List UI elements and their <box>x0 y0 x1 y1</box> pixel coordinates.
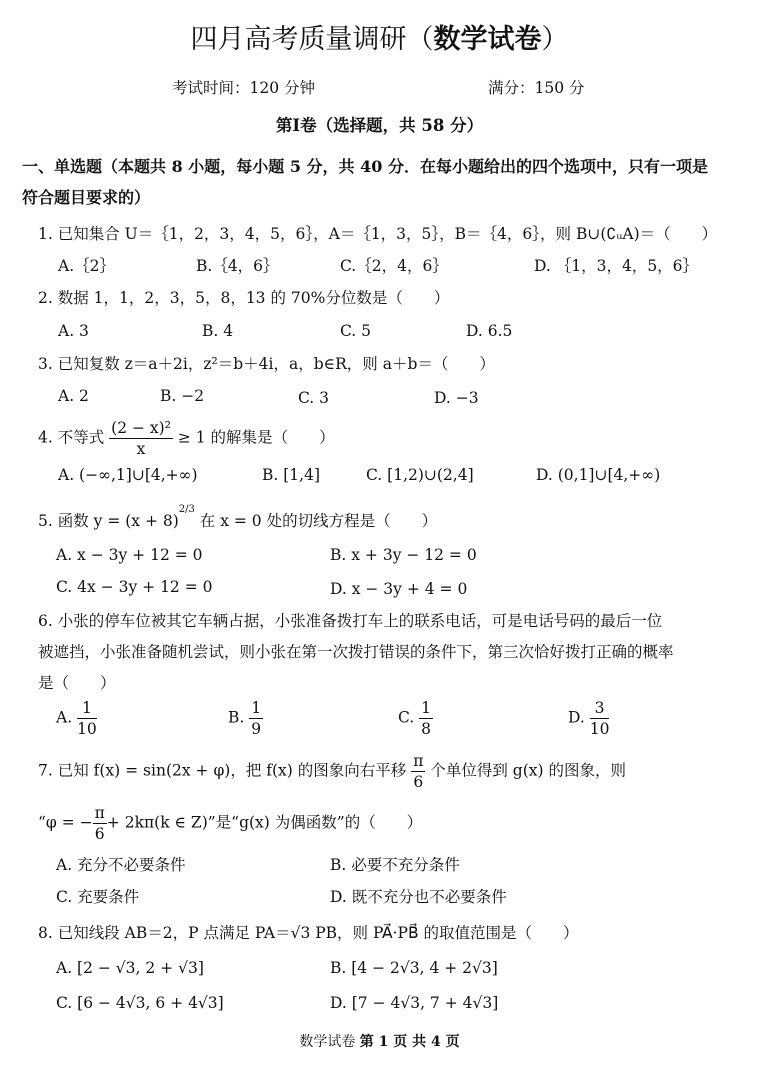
q7-line1-prefix: 7. 已知 f(x) = sin(2x + φ)，把 f(x) 的图象向右平移 <box>38 761 407 780</box>
q6-option-c-fraction <box>419 698 433 739</box>
full-score: 满分：150 分 <box>488 79 585 97</box>
q6-d-numerator: 3 <box>590 698 610 719</box>
question-6-line1: 6. 小张的停车位被其它车辆占据，小张准备拨打车上的联系电话，可是电话号码的最后一位 <box>38 612 663 630</box>
section1-title: 第Ⅰ卷（选择题，共 58 分） <box>275 116 484 135</box>
footer-subject: 数学试卷 <box>299 1034 360 1050</box>
q6-c-numerator: 1 <box>421 699 432 717</box>
q2-option-c: C. 5 <box>340 322 372 340</box>
q6-option-d <box>568 698 609 739</box>
q7-phi-numerator: π <box>94 804 105 822</box>
q6-option-a <box>56 698 97 739</box>
q5-stem-prefix: 5. 函数 y = (x + 8) <box>38 512 179 531</box>
q6-option-c <box>398 698 433 739</box>
q6-b-numerator: 1 <box>251 699 262 717</box>
q1-option-c: C.｛2，4，6｝ <box>340 257 448 275</box>
q6-option-a-label: A. <box>56 708 73 727</box>
question-2-stem: 2. 数据 1，1，2，3，5，8，13 的 70%分位数是（ ） <box>38 289 450 307</box>
exam-time: 考试时间：120 分钟 <box>172 79 316 97</box>
q5-exponent: 2/3 <box>178 504 195 515</box>
footer-page-number: 第 1 页 共 4 页 <box>359 1034 460 1050</box>
q4-stem-prefix: 4. 不等式 <box>38 428 105 447</box>
title-prefix: 四月高考质量调研（ <box>190 24 434 55</box>
q7-shift-numerator: π <box>413 752 424 770</box>
part1-heading-line1: 一、单选题（本题共 8 小题，每小题 5 分，共 40 分．在每小题给出的四个选项中，只有一项是 <box>22 157 708 176</box>
q3-option-a: A. 2 <box>58 387 89 405</box>
q7-phi-denominator: 6 <box>94 825 105 843</box>
question-4-stem <box>38 418 335 459</box>
title-suffix: ） <box>541 24 569 55</box>
q6-option-b-fraction <box>249 698 263 739</box>
q5-stem-suffix: 在 x = 0 处的切线方程是（ ） <box>194 512 438 531</box>
q6-option-d-label: D. <box>568 708 585 727</box>
q5-option-b: B. x + 3y − 12 = 0 <box>330 546 477 564</box>
q7-line2-suffix: + 2kπ(k ∈ Z)”是“g(x) 为偶函数”的（ ） <box>106 813 423 832</box>
part1-heading-line2: 符合题目要求的） <box>22 188 151 207</box>
q5-option-c: C. 4x − 3y + 12 = 0 <box>56 578 213 596</box>
q4-option-c: C. [1,2)∪(2,4] <box>366 466 474 484</box>
q6-b-denominator: 9 <box>251 720 262 738</box>
page-footer <box>0 1032 759 1052</box>
q7-option-d: D. 既不充分也不必要条件 <box>330 888 507 906</box>
question-5-stem <box>38 504 438 531</box>
q3-option-c: C. 3 <box>298 389 330 407</box>
q7-option-b: B. 必要不充分条件 <box>330 856 460 874</box>
q7-line1-suffix: 个单位得到 g(x) 的图象，则 <box>430 761 626 780</box>
q4-option-a: A. (−∞,1]∪[4,+∞) <box>58 466 198 484</box>
q6-option-a-fraction <box>77 698 97 739</box>
q8-option-b: B. [4 − 2√3, 4 + 2√3] <box>330 959 498 977</box>
q7-line2-prefix: “φ = − <box>38 813 93 832</box>
q7-option-c: C. 充要条件 <box>56 888 140 906</box>
question-7-line2 <box>38 803 422 844</box>
question-1-stem: 1. 已知集合 U＝｛1，2，3，4，5，6｝，A＝｛1，3，5｝，B＝｛4，6｝，则 B∪(∁ᵤA)＝（ ） <box>38 225 718 243</box>
q4-fraction-numerator: (2 − x)² <box>111 419 171 437</box>
q2-option-b: B. 4 <box>202 322 234 340</box>
q6-option-c-label: C. <box>398 708 415 727</box>
q1-option-b: B.｛4，6｝ <box>196 257 279 275</box>
q7-shift-denominator: 6 <box>413 773 424 791</box>
q3-option-d: D. −3 <box>434 389 479 407</box>
q8-option-a: A. [2 − √3, 2 + √3] <box>56 959 204 977</box>
q5-option-a: A. x − 3y + 12 = 0 <box>56 546 203 564</box>
q8-option-d: D. [7 − 4√3, 7 + 4√3] <box>330 994 499 1012</box>
q8-option-c: C. [6 − 4√3, 6 + 4√3] <box>56 994 224 1012</box>
q2-option-d: D. 6.5 <box>466 322 513 340</box>
q6-option-b-label: B. <box>228 708 245 727</box>
question-6-line2: 被遮挡，小张准备随机尝试，则小张在第一次拨打错误的条件下，第三次恰好拨打正确的概率 <box>38 643 674 661</box>
page-title <box>0 22 759 58</box>
q1-option-d: D. ｛1，3，4，5，6｝ <box>534 257 699 275</box>
question-3-stem: 3. 已知复数 z＝a＋2i，z²＝b＋4i，a，b∈R，则 a＋b＝（ ） <box>38 355 495 373</box>
q6-d-denominator: 10 <box>589 720 610 738</box>
q4-stem-suffix: ≥ 1 的解集是（ ） <box>177 428 335 447</box>
q7-fraction-shift <box>411 751 425 792</box>
question-6-line3: 是（ ） <box>38 674 116 692</box>
question-7-line1 <box>38 751 626 792</box>
q6-a-denominator: 10 <box>77 720 97 738</box>
q3-option-b: B. −2 <box>160 387 205 405</box>
q7-fraction-phi <box>93 803 107 844</box>
q6-option-b <box>228 698 263 739</box>
q4-option-b: B. [1,4] <box>262 466 320 484</box>
q4-option-d: D. (0,1]∪[4,+∞) <box>536 466 661 484</box>
q7-option-a: A. 充分不必要条件 <box>56 856 186 874</box>
q4-fraction <box>109 418 173 459</box>
question-8-stem: 8. 已知线段 AB＝2，P 点满足 PA＝√3 PB，则 PA⃗·PB⃗ 的取值范围是（ ） <box>38 924 579 942</box>
q4-fraction-denominator: x <box>136 440 146 458</box>
title-subject: 数学试卷 <box>433 24 542 55</box>
q6-option-d-fraction <box>590 698 610 739</box>
q6-a-numerator: 1 <box>77 698 97 719</box>
q1-option-a: A.｛2｝ <box>58 257 115 275</box>
q6-c-denominator: 8 <box>421 720 432 738</box>
q5-option-d: D. x − 3y + 4 = 0 <box>330 580 468 598</box>
q2-option-a: A. 3 <box>58 322 89 340</box>
